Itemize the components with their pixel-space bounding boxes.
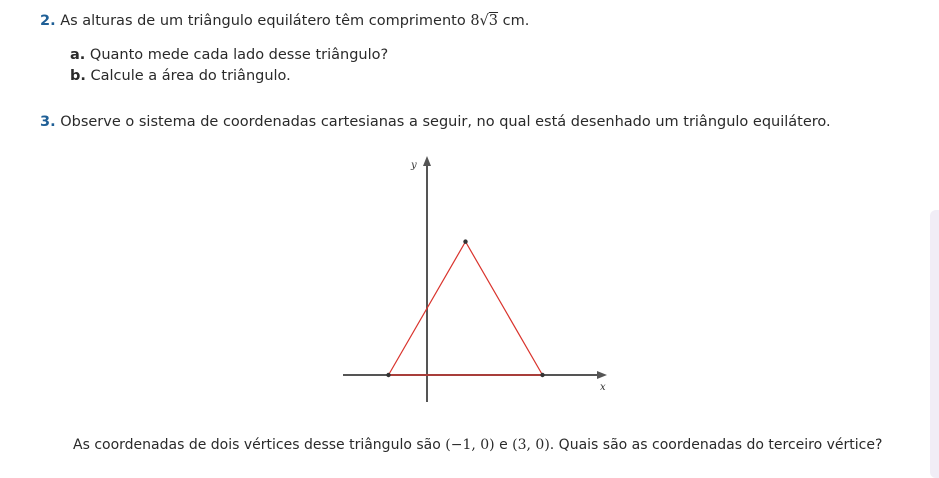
question-2 bbox=[40, 12, 529, 30]
item-b-text: Calcule a área do triângulo. bbox=[85, 68, 291, 84]
coordinate-graph bbox=[335, 150, 625, 410]
question-3-number: 3. bbox=[40, 114, 56, 130]
triangle-vertex-3 bbox=[463, 239, 467, 243]
question-2-text: As alturas de um triângulo equilátero têm comprimento bbox=[60, 13, 471, 29]
x-axis-label: x bbox=[600, 382, 606, 393]
x-axis-arrow bbox=[597, 371, 607, 379]
equilateral-triangle bbox=[386, 239, 544, 377]
question-2-value-root: 3 bbox=[488, 13, 499, 29]
prompt-text-2: . Quais são as coordenadas do terceiro vértice? bbox=[549, 437, 883, 453]
triangle-side-right bbox=[466, 242, 543, 375]
prompt-connector: e bbox=[494, 437, 513, 453]
question-2-item-b bbox=[70, 67, 291, 85]
question-2-value-coef: 8 bbox=[470, 13, 480, 29]
page-top-edge bbox=[0, 0, 939, 4]
question-3-text: Observe o sistema de coordenadas cartesianas a seguir, no qual está desenhado um triângulo equilátero. bbox=[60, 114, 831, 130]
item-a-text: Quanto mede cada lado desse triângulo? bbox=[85, 47, 389, 63]
scrollbar-track[interactable] bbox=[930, 210, 939, 478]
triangle-vertex-1 bbox=[386, 373, 390, 377]
item-a-letter: a. bbox=[70, 47, 86, 63]
vertex-1-coords: (−1, 0) bbox=[445, 437, 495, 453]
prompt-text-1: As coordenadas de dois vértices desse triângulo são bbox=[73, 437, 446, 453]
item-b-letter: b. bbox=[70, 68, 86, 84]
y-axis-label: y bbox=[411, 160, 417, 171]
vertex-2-coords: (3, 0) bbox=[512, 437, 550, 453]
question-3-prompt bbox=[73, 436, 882, 454]
question-3 bbox=[40, 113, 831, 131]
question-2-item-a bbox=[70, 46, 388, 64]
question-2-number: 2. bbox=[40, 13, 56, 29]
sqrt-symbol: √ bbox=[479, 13, 489, 29]
question-2-unit: cm. bbox=[498, 13, 530, 29]
y-axis-arrow bbox=[423, 156, 431, 166]
triangle-vertex-2 bbox=[540, 373, 544, 377]
